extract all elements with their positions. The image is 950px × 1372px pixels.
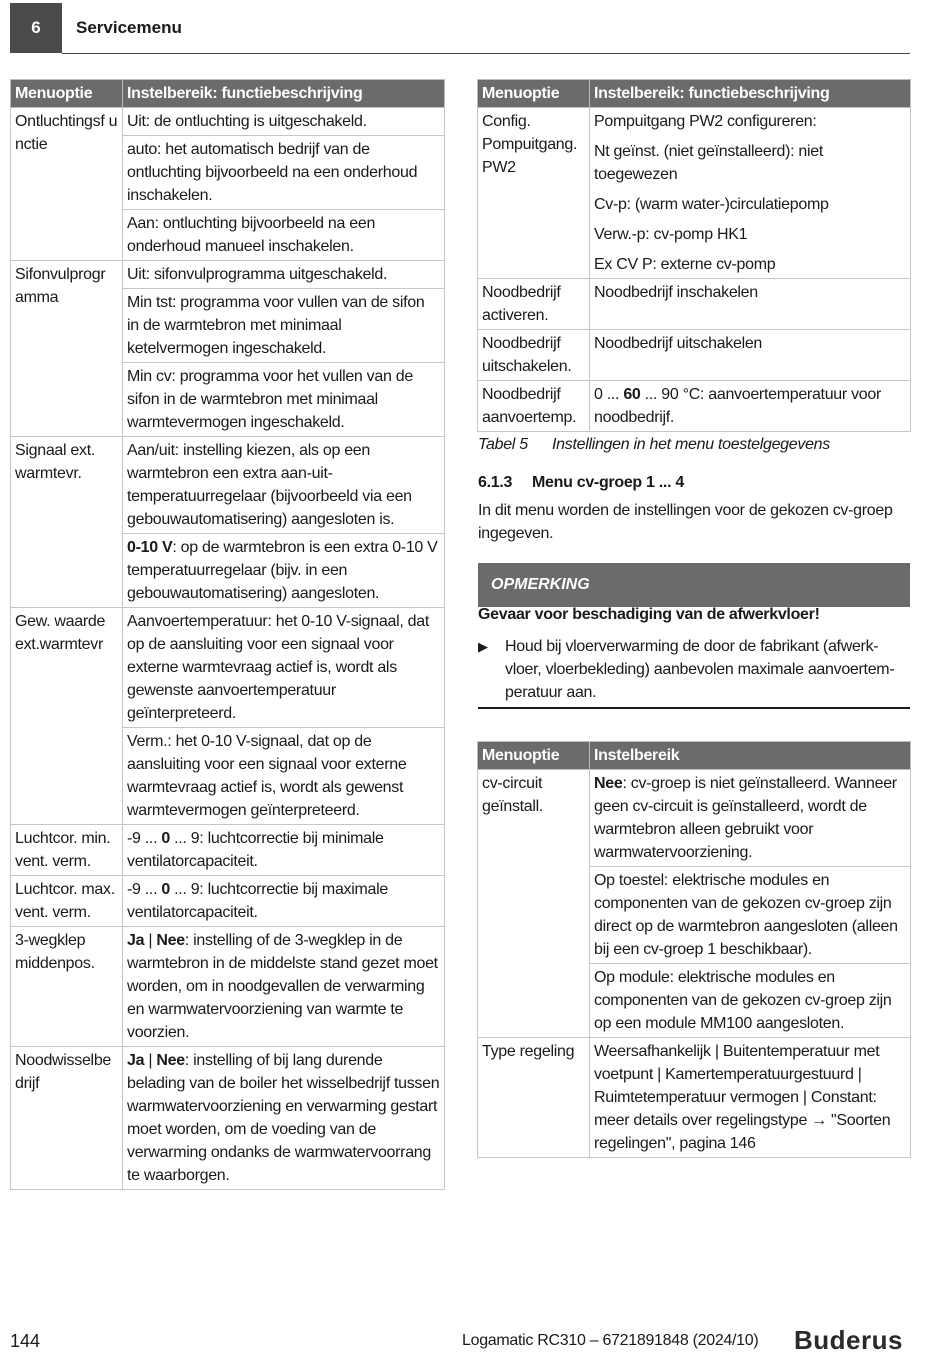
value-nee: Nee [156,932,185,949]
column-header-range: Instelbereik: functiebeschrijving [590,80,911,108]
menu-option: Signaal ext. warmtevr. [11,437,123,608]
option-description [123,876,445,927]
menu-option: Type regeling [478,1038,590,1158]
option-description: Uit: sifonvulprogramma uitgeschakeld. [123,261,445,289]
section-body: In dit menu worden de instellingen voor de gekozen cv-groep ingegeven. [478,502,893,542]
menu-option: Noodwisselbe drijf [11,1047,123,1190]
section-heading [478,474,684,492]
value-bold: 0-10 V [127,539,173,556]
value-nee: Nee [594,775,623,792]
value-nee: Nee [156,1052,185,1069]
value-ja: Ja [127,1052,145,1069]
description-text: : cv-groep is niet geïnstalleerd. Wanneer geen cv-circuit is geïnstalleerd, wordt de warmtebron alleen gebruikt voor warmwatervoorziening. [594,775,897,861]
table-caption [478,436,830,454]
option-description: auto: het automatisch bedrijf van de ontluchting bijvoorbeeld na een onderhoud inschakelen. [123,136,445,210]
option-line: Pompuitgang PW2 configureren: [594,113,817,130]
option-description: Aan: ontluchting bijvoorbeeld na een onderhoud manueel inschakelen. [123,210,445,261]
option-description: Uit: de ontluchting is uitgeschakeld. [123,108,445,136]
section-title: Menu cv-groep 1 ... 4 [532,474,684,491]
option-line: Ex CV P: externe cv-pomp [594,256,776,273]
column-header-menuoption: Menuoptie [478,742,590,770]
table-row [478,108,911,279]
option-description: Noodbedrijf inschakelen [590,279,911,330]
range-min: -9 ... [127,830,162,847]
default-value: 0 [161,830,170,847]
value-separator: | [144,1052,157,1069]
notice-warning: Gevaar voor beschadiging van de afwerkvloer! [478,606,820,623]
menu-option: Config. Pompuitgang. PW2 [478,108,590,279]
table-header-row [11,80,445,108]
option-description [123,534,445,608]
table-header-row [478,742,911,770]
table-row [11,261,445,289]
option-line: Verw.-p: cv-pomp HK1 [594,226,748,243]
menu-option: Noodbedrijf activeren. [478,279,590,330]
brand-logo: Buderus [794,1325,903,1355]
device-settings-table [477,79,911,432]
option-description: Noodbedrijf uitschakelen [590,330,911,381]
menu-option: Noodbedrijf aanvoertemp. [478,381,590,432]
option-description: Verm.: het 0-10 V-signaal, dat op de aansluiting voor een signaal voor externe warmtevraag actief is, wordt als gewenst warmtevermogen geïnterpreteerd. [123,728,445,825]
option-description: Weersafhankelijk | Buitentemperatuur met voetpunt | Kamertemperatuurgestuurd | Ruimtetemperatuur vermogen | Constant: meer details over regelingstype → "Soorten regelingen", pagina 146 [590,1038,911,1158]
menu-option: 3-wegklep middenpos. [11,927,123,1047]
notice-instruction [478,635,910,704]
menu-option: Sifonvulprogr amma [11,261,123,437]
chapter-number: 6 [10,3,62,53]
table-row [11,108,445,136]
document-reference: Logamatic RC310 – 6721891848 (2024/10) [462,1332,759,1349]
menu-option: Gew. waarde ext.warmtevr [11,608,123,825]
table-row [478,770,911,867]
column-header-range: Instelbereik [590,742,911,770]
column-header-menuoption: Menuoptie [11,80,123,108]
table-row [11,927,445,1047]
option-line: Cv-p: (warm water-)circulatiepomp [594,196,829,213]
description-text: : instelling of de 3-wegklep in de warmtebron in de middelste stand gezet moet worden, om in noodgevallen de verwarming en warmwatervoorziening van warmte te voorzien. [127,932,438,1041]
caption-label: Tabel 5 [478,436,528,453]
value-separator: | [144,932,157,949]
option-description [590,770,911,867]
option-description: Op toestel: elektrische modules en componenten van de gekozen cv-groep zijn direct op de warmtebron aangesloten (alleen bij een cv-groep 1 beschikbaar). [590,867,911,964]
option-description: Op module: elektrische modules en componenten van de gekozen cv-groep zijn op een module MM100 aangesloten. [590,964,911,1038]
menu-option: Noodbedrijf uitschakelen. [478,330,590,381]
column-header-menuoption: Menuoptie [478,80,590,108]
table-row [11,437,445,534]
range-min: 0 ... [594,386,624,403]
description-text: : op de warmtebron is een extra 0-10 V temperatuurregelaar (bijv. in een gebouwautomatisering) aangesloten. [127,539,438,602]
table-row [11,876,445,927]
chapter-title: Servicemenu [76,18,182,37]
column-header-range: Instelbereik: functiebeschrijving [123,80,445,108]
option-description: Aan/uit: instelling kiezen, als op een warmtebron een extra aan-uit-temperatuurregelaar (bijvoorbeeld via een gebouwautomatisering) aangesloten is. [123,437,445,534]
description-text: ... 90 °C: aanvoertemperatuur voor noodbedrijf. [594,386,882,426]
table-row [11,608,445,728]
option-description: Aanvoertemperatuur: het 0-10 V-signaal, dat op de aansluiting voor een signaal voor externe warmtevraag actief is, wordt als gewenste aanvoertemperatuur geïnterpreteerd. [123,608,445,728]
option-description [590,381,911,432]
caption-text: Instellingen in het menu toestelgegevens [552,436,830,453]
notice-divider [478,707,910,709]
notice-heading: OPMERKING [478,563,910,607]
instruction-text: Houd bij vloerverwarming de door de fabrikant (afwerk-vloer, vloerbekleding) aanbevolen maximale aanvoertem-peratuur aan. [505,638,895,701]
table-row [478,1038,911,1158]
option-description [123,927,445,1047]
page-number: 144 [10,1331,41,1351]
option-description [123,1047,445,1190]
arrow-right-icon: ▶ [478,639,488,654]
description-text: ... 9: luchtcorrectie bij minimale ventilatorcapaciteit. [127,830,384,870]
option-description [590,108,911,279]
table-header-row [478,80,911,108]
range-min: -9 ... [127,881,162,898]
table-row [478,279,911,330]
table-row [11,825,445,876]
description-text: ... 9: luchtcorrectie bij maximale ventilatorcapaciteit. [127,881,388,921]
table-row [478,330,911,381]
value-ja: Ja [127,932,145,949]
option-description: Min cv: programma voor het vullen van de sifon in de warmtebron met minimaal warmtevermogen ingeschakeld. [123,363,445,437]
default-value: 0 [161,881,170,898]
menu-option: Luchtcor. max. vent. verm. [11,876,123,927]
menu-option: Luchtcor. min. vent. verm. [11,825,123,876]
header-divider [62,53,910,54]
menu-option: cv-circuit geïnstall. [478,770,590,1038]
default-value: 60 [623,386,641,403]
option-description: Min tst: programma voor vullen van de sifon in de warmtebron met minimaal ketelvermogen ingeschakeld. [123,289,445,363]
table-row [11,1047,445,1190]
heating-circuit-table [477,741,911,1158]
description-text: : instelling of bij lang durende belading van de boiler het wisselbedrijf tussen warmwatervoorziening en verwarming gestart moet worden, om de voeding van de verwarming ondanks de warmwatervoorrang te waarborgen. [127,1052,440,1184]
service-menu-table-left [10,79,445,1190]
option-line: Nt geïnst. (niet geïnstalleerd): niet toegewezen [594,143,824,183]
section-number: 6.1.3 [478,474,513,491]
menu-option: Ontluchtingsf unctie [11,108,123,261]
table-row [478,381,911,432]
option-description [123,825,445,876]
